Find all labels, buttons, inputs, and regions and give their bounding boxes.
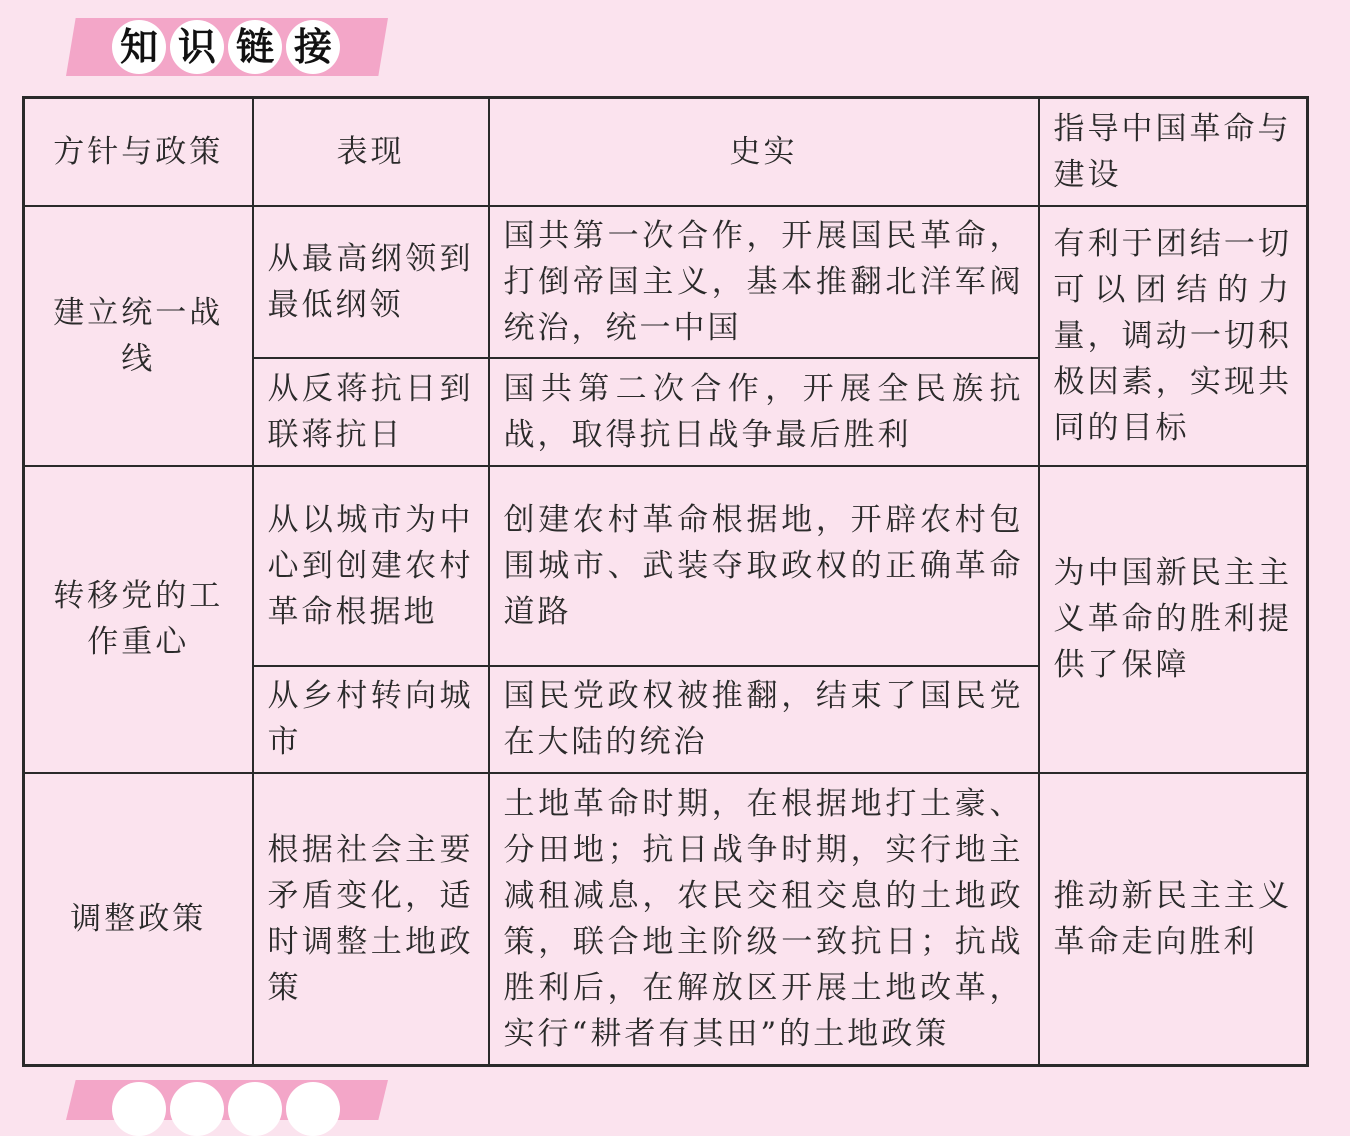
fact-cell: 国民党政权被推翻，结束了国民党在大陆的统治 <box>489 666 1039 773</box>
title-char: 识 <box>170 20 224 74</box>
performance-cell: 从以城市为中心到创建农村革命根据地 <box>253 466 489 666</box>
performance-cell: 根据社会主要矛盾变化，适时调整土地政策 <box>253 773 489 1066</box>
header-policy: 方针与政策 <box>24 98 253 206</box>
fact-cell: 创建农村革命根据地，开辟农村包围城市、武装夺取政权的正确革命道路 <box>489 466 1039 666</box>
title-char-circle <box>228 1082 282 1136</box>
policy-cell: 调整政策 <box>24 773 253 1066</box>
performance-cell: 从乡村转向城市 <box>253 666 489 773</box>
title-char-circle <box>286 1082 340 1136</box>
effect-cell: 推动新民主主义革命走向胜利 <box>1039 773 1308 1066</box>
table-row <box>24 466 1308 666</box>
policy-cell: 转移党的工作重心 <box>24 466 253 773</box>
performance-cell: 从最高纲领到最低纲领 <box>253 206 489 358</box>
section-title <box>112 18 340 76</box>
performance-cell: 从反蒋抗日到联蒋抗日 <box>253 358 489 466</box>
title-char: 接 <box>286 20 340 74</box>
fact-cell: 国共第一次合作，开展国民革命，打倒帝国主义，基本推翻北洋军阀统治，统一中国 <box>489 206 1039 358</box>
fact-cell: 国共第二次合作，开展全民族抗战，取得抗日战争最后胜利 <box>489 358 1039 466</box>
table-row <box>24 206 1308 358</box>
title-char: 知 <box>112 20 166 74</box>
next-section-title-partial <box>112 1082 340 1136</box>
effect-cell: 为中国新民主主义革命的胜利提供了保障 <box>1039 466 1308 773</box>
effect-cell: 有利于团结一切可以团结的力量，调动一切积极因素，实现共同的目标 <box>1039 206 1308 466</box>
header-effect: 指导中国革命与建设 <box>1039 98 1308 206</box>
header-performance: 表现 <box>253 98 489 206</box>
table-header-row <box>24 98 1308 206</box>
fact-cell: 土地革命时期，在根据地打土豪、分田地；抗日战争时期，实行地主减租减息，农民交租交息的土地政策，联合地主阶级一致抗日；抗战胜利后，在解放区开展土地改革，实行“耕者有其田”的土地政策 <box>489 773 1039 1066</box>
policy-cell: 建立统一战线 <box>24 206 253 466</box>
header-fact: 史实 <box>489 98 1039 206</box>
table-row <box>24 773 1308 1066</box>
knowledge-table <box>22 96 1309 1067</box>
title-char-circle <box>170 1082 224 1136</box>
title-char-circle <box>112 1082 166 1136</box>
title-char: 链 <box>228 20 282 74</box>
